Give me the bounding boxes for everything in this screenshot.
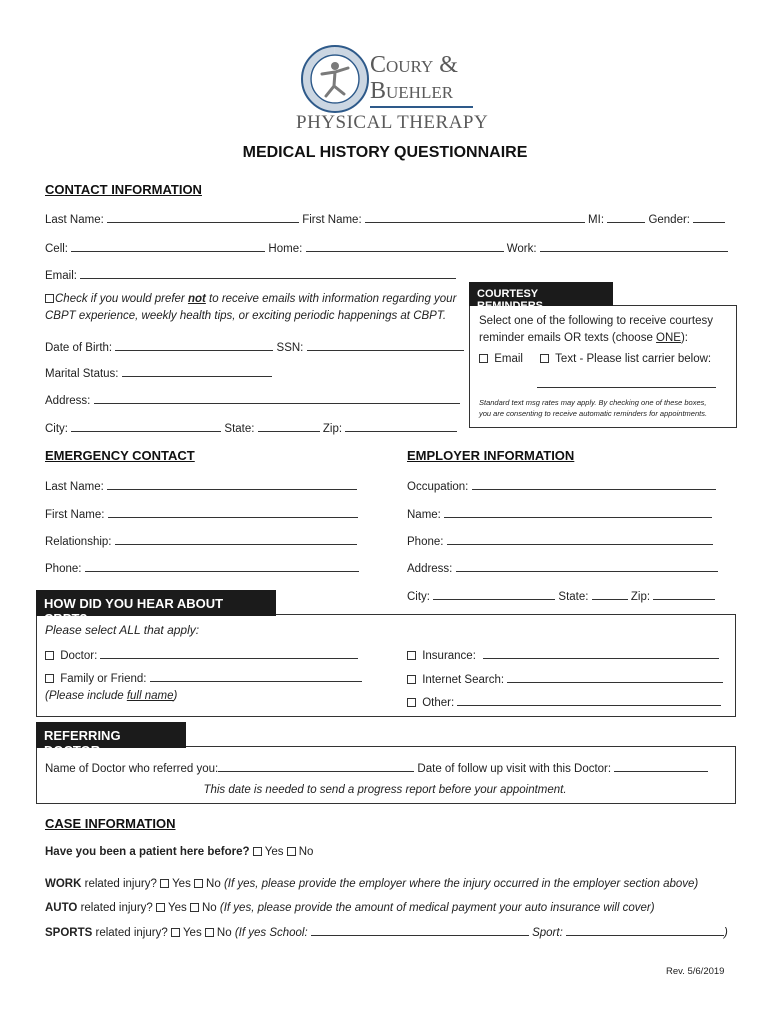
emergency-row-phone (45, 561, 359, 575)
contact-heading: CONTACT INFORMATION (45, 182, 202, 197)
case-auto-yes-checkbox[interactable] (156, 903, 165, 912)
email-opt-out-text: Check if you would prefer (55, 293, 188, 305)
first-name-label: First Name: (302, 214, 362, 226)
contact-row-phones (45, 241, 728, 255)
courtesy-email-checkbox[interactable] (479, 354, 488, 363)
hear-family-note (45, 690, 177, 702)
logo-name-line2: Buehler (370, 78, 454, 104)
hear-other-label: Other: (422, 697, 455, 709)
contact-row-marital (45, 366, 272, 380)
courtesy-instructions-line1: Select one of the following to receive courtesy (479, 315, 713, 327)
hear-instructions: Please select ALL that apply: (45, 623, 200, 637)
hear-internet-row (407, 672, 723, 686)
case-heading: CASE INFORMATION (45, 816, 176, 831)
emergency-phone-field[interactable] (85, 561, 359, 572)
employer-address-field[interactable] (456, 561, 718, 572)
hear-family-note-post: ) (173, 690, 178, 702)
email-field[interactable] (80, 268, 456, 279)
zip-field[interactable] (345, 421, 457, 432)
hear-doctor-checkbox[interactable] (45, 651, 54, 660)
referring-note: This date is needed to send a progress report before your appointment. (203, 784, 567, 796)
employer-name-field[interactable] (444, 507, 712, 518)
employer-occupation-label: Occupation: (407, 481, 469, 493)
courtesy-options (479, 353, 711, 365)
first-name-field[interactable] (365, 212, 585, 223)
hear-insurance-checkbox[interactable] (407, 651, 416, 660)
emergency-first-name-label: First Name: (45, 509, 105, 521)
email-opt-out (45, 291, 456, 325)
case-sports-no-label: No (216, 927, 232, 939)
employer-row-phone (407, 534, 713, 548)
logo-divider (370, 106, 473, 108)
contact-row-address (45, 393, 460, 407)
hear-internet-checkbox[interactable] (407, 675, 416, 684)
referring-followup-label: Date of follow up visit with this Doctor: (417, 763, 612, 775)
courtesy-disclaimer-line1: Standard text msg rates may apply. By checking one of these boxes, (479, 398, 707, 407)
emergency-last-name-label: Last Name: (45, 481, 104, 493)
emergency-heading: EMERGENCY CONTACT (45, 448, 195, 463)
last-name-field[interactable] (107, 212, 299, 223)
case-patient-no-label: No (298, 846, 314, 858)
case-sports-sport-field[interactable] (566, 925, 724, 936)
mi-field[interactable] (607, 212, 645, 223)
emergency-relationship-label: Relationship: (45, 536, 112, 548)
hear-doctor-label: Doctor: (60, 650, 98, 662)
work-field[interactable] (540, 241, 728, 252)
case-sports-sport-label: Sport: (532, 927, 563, 939)
employer-row-address (407, 561, 718, 575)
hear-heading: HOW DID YOU HEAR ABOUT CBPT? (36, 590, 276, 616)
logo-name-line3: PHYSICAL THERAPY (296, 112, 489, 133)
contact-row-dob (45, 340, 464, 354)
emergency-first-name-field[interactable] (108, 507, 358, 518)
hear-insurance-field[interactable] (483, 648, 719, 659)
courtesy-disclaimer-line2: you are consenting to receive automatic reminders for appointments. (479, 409, 708, 418)
referring-doctor-field[interactable] (218, 761, 414, 772)
case-patient-yes-label: Yes (264, 846, 284, 858)
hear-family-field[interactable] (150, 671, 362, 682)
employer-zip-label: Zip: (630, 591, 651, 603)
case-sports-no-checkbox[interactable] (205, 928, 214, 937)
address-label: Address: (45, 395, 91, 407)
hear-family-checkbox[interactable] (45, 674, 54, 683)
employer-heading: EMPLOYER INFORMATION (407, 448, 575, 463)
courtesy-disclaimer (479, 397, 707, 419)
home-label: Home: (268, 243, 303, 255)
case-sports-bold: SPORTS (45, 927, 93, 939)
dob-label: Date of Birth: (45, 342, 113, 354)
logo (290, 42, 490, 134)
hear-family-note-full: full name (126, 690, 174, 702)
hear-other-row (407, 695, 721, 709)
employer-occupation-field[interactable] (472, 479, 716, 490)
revision-date: Rev. 5/6/2019 (666, 966, 725, 977)
hear-other-checkbox[interactable] (407, 698, 416, 707)
case-sports-close: ) (723, 927, 728, 939)
state-field[interactable] (258, 421, 320, 432)
case-auto-row (45, 902, 655, 914)
ssn-label: SSN: (276, 342, 304, 354)
employer-address-label: Address: (407, 563, 453, 575)
gender-label: Gender: (648, 214, 690, 226)
courtesy-instructions (479, 313, 713, 347)
courtesy-text-label: Text - Please list carrier below: (555, 353, 712, 365)
case-patient-yes-checkbox[interactable] (253, 847, 262, 856)
employer-phone-field[interactable] (447, 534, 713, 545)
case-work-yes-label: Yes (172, 878, 191, 890)
employer-city-field[interactable] (433, 589, 555, 600)
case-patient-no-checkbox[interactable] (287, 847, 296, 856)
gender-field[interactable] (693, 212, 725, 223)
case-work-note: (If yes, please provide the employer where the injury occurred in the employer section above) (223, 878, 699, 890)
referring-heading: REFERRING DOCTOR (36, 722, 186, 748)
case-patient-row (45, 846, 313, 858)
case-patient-label: Have you been a patient here before? (45, 846, 250, 858)
logo-emblem (300, 44, 370, 114)
email-label: Email: (45, 270, 77, 282)
email-opt-out-line2: CBPT experience, weekly health tips, or exciting periodic happenings at CBPT. (45, 310, 447, 322)
logo-name-line1: Coury & (370, 52, 458, 78)
referring-row (45, 761, 708, 775)
case-auto-note: (If yes, please provide the amount of medical payment your auto insurance will cover) (219, 902, 655, 914)
employer-name-label: Name: (407, 509, 441, 521)
case-work-yes-checkbox[interactable] (160, 879, 169, 888)
emergency-last-name-field[interactable] (107, 479, 357, 490)
city-field[interactable] (71, 421, 221, 432)
marital-label: Marital Status: (45, 368, 119, 380)
hear-family-note-pre: (Please include (45, 690, 127, 702)
emergency-row-first (45, 507, 358, 521)
courtesy-text-checkbox[interactable] (540, 354, 549, 363)
home-field[interactable] (306, 241, 504, 252)
hear-doctor-row (45, 648, 358, 662)
referring-followup-field[interactable] (614, 761, 708, 772)
case-sports-label: related injury? (92, 927, 168, 939)
email-opt-out-checkbox[interactable] (45, 294, 54, 303)
case-work-label: related injury? (81, 878, 157, 890)
hear-insurance-label: Insurance: (422, 650, 476, 662)
case-work-no-label: No (206, 878, 221, 890)
contact-row-city (45, 421, 457, 435)
courtesy-email-label: Email (494, 353, 523, 365)
case-auto-label: related injury? (77, 902, 153, 914)
employer-state-field[interactable] (592, 589, 628, 600)
hear-family-label: Family or Friend: (60, 673, 147, 685)
hear-internet-label: Internet Search: (422, 674, 505, 686)
employer-phone-label: Phone: (407, 536, 444, 548)
case-work-bold: WORK (45, 878, 82, 890)
courtesy-instructions-one: ONE (656, 332, 681, 344)
last-name-label: Last Name: (45, 214, 104, 226)
contact-row-email (45, 268, 456, 282)
state-label: State: (224, 423, 255, 435)
referring-doctor-label: Name of Doctor who referred you: (45, 763, 219, 775)
courtesy-heading: COURTESY REMINDERS (469, 282, 613, 306)
emergency-row-last (45, 479, 357, 493)
case-sports-row (45, 925, 728, 939)
case-auto-no-label: No (201, 902, 217, 914)
case-sports-school-label: (If yes School: (234, 927, 308, 939)
hear-internet-field[interactable] (507, 672, 723, 683)
case-auto-bold: AUTO (45, 902, 78, 914)
email-opt-out-not: not (187, 293, 206, 305)
courtesy-instructions-end: ): (680, 332, 688, 344)
marital-field[interactable] (122, 366, 272, 377)
hear-doctor-field[interactable] (100, 648, 358, 659)
employer-city-label: City: (407, 591, 430, 603)
employer-row-occupation (407, 479, 716, 493)
city-label: City: (45, 423, 68, 435)
courtesy-instructions-line2: reminder emails OR texts (choose (479, 332, 657, 344)
employer-zip-field[interactable] (653, 589, 715, 600)
zip-label: Zip: (322, 423, 343, 435)
contact-row-name (45, 212, 725, 226)
ssn-field[interactable] (307, 340, 464, 351)
courtesy-carrier-field[interactable] (537, 377, 716, 388)
case-sports-school-field[interactable] (311, 925, 529, 936)
case-work-row (45, 878, 698, 890)
cell-field[interactable] (71, 241, 265, 252)
case-auto-no-checkbox[interactable] (190, 903, 199, 912)
emergency-relationship-field[interactable] (115, 534, 357, 545)
emergency-phone-label: Phone: (45, 563, 82, 575)
case-sports-details (235, 927, 728, 939)
page-title: MEDICAL HISTORY QUESTIONNAIRE (242, 144, 528, 161)
case-auto-yes-label: Yes (168, 902, 187, 914)
case-sports-yes-checkbox[interactable] (171, 928, 180, 937)
dob-field[interactable] (115, 340, 273, 351)
employer-row-city (407, 589, 715, 603)
work-label: Work: (506, 243, 537, 255)
emergency-row-relationship (45, 534, 357, 548)
case-work-no-checkbox[interactable] (194, 879, 203, 888)
cell-label: Cell: (45, 243, 69, 255)
hear-other-field[interactable] (457, 695, 721, 706)
mi-label: MI: (588, 214, 605, 226)
employer-row-name (407, 507, 712, 521)
email-opt-out-text-2: to receive emails with information regarding your (205, 293, 457, 305)
address-field[interactable] (94, 393, 460, 404)
hear-family-row (45, 671, 362, 705)
employer-state-label: State: (558, 591, 589, 603)
hear-insurance-row (407, 648, 719, 662)
case-sports-yes-label: Yes (182, 927, 202, 939)
